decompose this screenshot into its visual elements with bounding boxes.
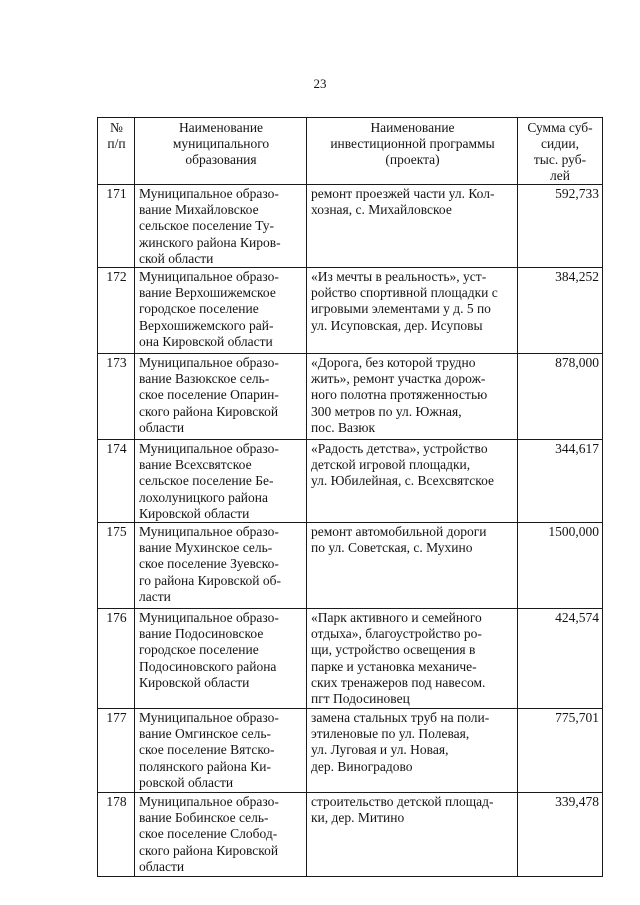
text-line: жинского района Киров- (139, 234, 281, 250)
subsidy-amount: 878,000 (518, 354, 603, 440)
text-line: «Из мечты в реальность», уст- (311, 269, 487, 285)
text-line: игровыми элементами у д. 5 по (311, 301, 491, 317)
subsidy-amount: 775,701 (518, 709, 603, 793)
text-line: ки, дер. Митино (311, 810, 405, 826)
program-name (307, 523, 518, 609)
text-line: области (139, 419, 185, 435)
text-line: хозная, с. Михайловское (311, 202, 452, 218)
text-line: ских тренажеров под навесом. (311, 674, 486, 690)
text-line: этиленовые по ул. Полевая, (311, 726, 470, 742)
municipality-name (135, 268, 307, 354)
header-subsidy-line: лей (550, 168, 570, 183)
text-line: Кировской области (139, 674, 250, 690)
text-line: пгт Подосиновец (311, 691, 410, 707)
table-row (98, 709, 603, 793)
text-line: ремонт проезжей части ул. Кол- (311, 186, 495, 201)
row-number: 178 (98, 793, 135, 877)
text-line: Муниципальное образо- (139, 524, 279, 540)
text-line: ское поселение Зуевско- (139, 556, 279, 572)
text-line: Муниципальное образо- (139, 710, 279, 726)
header-municipality (135, 118, 307, 185)
header-number-line: п/п (107, 136, 126, 151)
row-number: 175 (98, 523, 135, 609)
text-line: ремонт автомобильной дороги (311, 524, 487, 540)
text-line: вание Верхошижемское (139, 285, 276, 301)
program-name (307, 709, 518, 793)
text-line: вание Вазюкское сель- (139, 371, 270, 387)
text-line: ласти (139, 588, 171, 604)
row-number: 174 (98, 440, 135, 523)
text-line: Муниципальное образо- (139, 269, 279, 285)
text-line: вание Мухинское сель- (139, 540, 273, 556)
municipality-name (135, 709, 307, 793)
row-number: 173 (98, 354, 135, 440)
text-line: ровской области (139, 774, 234, 790)
subsidy-amount: 1500,000 (518, 523, 603, 609)
text-line: отдыха», благоустройство ро- (311, 626, 482, 642)
text-line: ского района Кировской (139, 842, 279, 858)
text-line: ул. Луговая и ул. Новая, (311, 742, 449, 758)
text-line: детской игровой площадки, (311, 457, 471, 473)
text-line: вание Михайловское (139, 202, 259, 218)
text-line: вание Подосиновское (139, 626, 264, 642)
subsidy-amount: 344,617 (518, 440, 603, 523)
program-name (307, 440, 518, 523)
text-line: ного полотна протяженностью (311, 387, 488, 403)
text-line: лохолуницкого района (139, 489, 269, 505)
text-line: замена стальных труб на поли- (311, 710, 490, 726)
page-number: 23 (313, 76, 327, 91)
text-line: пос. Вазюк (311, 419, 376, 435)
header-program-line: (проекта) (385, 152, 440, 167)
text-line: ское поселение Вятско- (139, 742, 275, 758)
text-line: ского района Кировской (139, 403, 279, 419)
header-number-line: № (110, 120, 123, 135)
header-program-line: Наименование (370, 120, 455, 135)
text-line: парке и установка механиче- (311, 658, 477, 674)
program-name (307, 609, 518, 709)
header-subsidy-line: Сумма суб- (527, 120, 593, 135)
text-line: ской области (139, 250, 214, 266)
text-line: ское поселение Опарин- (139, 387, 279, 403)
header-subsidy-line: тыс. руб- (533, 152, 587, 167)
subsidy-amount: 384,252 (518, 268, 603, 354)
text-line: Верхошижемского рай- (139, 317, 274, 333)
text-line: «Дорога, без которой трудно (311, 355, 476, 371)
program-name (307, 793, 518, 877)
text-line: вание Омгинское сель- (139, 726, 271, 742)
municipality-name (135, 793, 307, 877)
text-line: сельское поселение Ту- (139, 218, 275, 234)
program-name (307, 354, 518, 440)
text-line: «Радость детства», устройство (311, 441, 488, 457)
header-number (98, 118, 135, 185)
table-row (98, 185, 603, 268)
table-header-row (98, 118, 603, 185)
municipality-name (135, 185, 307, 268)
municipality-name (135, 609, 307, 709)
header-municipality-line: образования (185, 152, 257, 167)
municipality-name (135, 354, 307, 440)
text-line: сельское поселение Бе- (139, 473, 274, 489)
subsidy-amount: 339,478 (518, 793, 603, 877)
table-row (98, 793, 603, 877)
program-name (307, 185, 518, 268)
text-line: жить», ремонт участка дорож- (311, 371, 486, 387)
table-row (98, 440, 603, 523)
subsidy-amount: 424,574 (518, 609, 603, 709)
subsidy-amount: 592,733 (518, 185, 603, 268)
text-line: ройство спортивной площадки с (311, 285, 498, 301)
municipality-name (135, 523, 307, 609)
subsidy-table (97, 117, 603, 877)
text-line: 300 метров по ул. Южная, (311, 403, 462, 419)
text-line: городское поселение (139, 642, 259, 658)
text-line: полянского района Ки- (139, 758, 271, 774)
text-line: Муниципальное образо- (139, 794, 279, 810)
text-line: по ул. Советская, с. Мухино (311, 540, 473, 556)
table-row (98, 354, 603, 440)
text-line: ское поселение Слобод- (139, 826, 278, 842)
text-line: городское поселение (139, 301, 259, 317)
row-number: 172 (98, 268, 135, 354)
text-line: Подосиновского района (139, 658, 277, 674)
row-number: 171 (98, 185, 135, 268)
row-number: 177 (98, 709, 135, 793)
text-line: ул. Юбилейная, с. Всехсвятское (311, 473, 495, 489)
text-line: вание Всехсвятское (139, 457, 252, 473)
table-row (98, 268, 603, 354)
text-line: го района Кировской об- (139, 572, 281, 588)
text-line: щи, устройство освещения в (311, 642, 476, 658)
text-line: Кировской области (139, 505, 250, 521)
text-line: вание Бобинское сель- (139, 810, 269, 826)
table-row (98, 523, 603, 609)
header-municipality-line: муниципального (172, 136, 270, 151)
header-subsidy-amount (518, 118, 603, 185)
header-program (307, 118, 518, 185)
program-name (307, 268, 518, 354)
header-program-line: инвестиционной программы (330, 136, 495, 151)
text-line: Муниципальное образо- (139, 610, 279, 626)
text-line: Муниципальное образо- (139, 355, 279, 371)
table-row (98, 609, 603, 709)
text-line: строительство детской площад- (311, 794, 494, 810)
text-line: Муниципальное образо- (139, 441, 279, 457)
header-municipality-line: Наименование (178, 120, 264, 135)
text-line: Муниципальное образо- (139, 186, 279, 201)
header-subsidy-line: сидии, (541, 136, 579, 151)
text-line: дер. Виноградово (311, 758, 413, 774)
text-line: она Кировской области (139, 333, 273, 349)
text-line: ул. Исуповская, дер. Исуповы (311, 317, 483, 333)
text-line: «Парк активного и семейного (311, 610, 482, 626)
text-line: области (139, 858, 185, 874)
municipality-name (135, 440, 307, 523)
row-number: 176 (98, 609, 135, 709)
